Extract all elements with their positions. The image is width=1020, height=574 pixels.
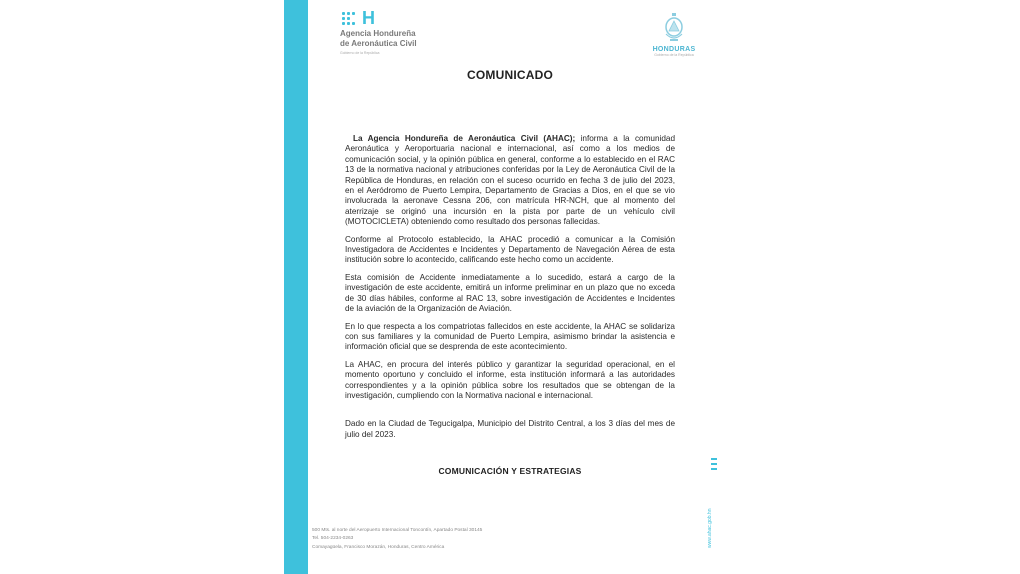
organization-name: La Agencia Hondureña de Aeronáutica Civil (AHAC); [353, 134, 576, 143]
closing-paragraph: Dado en la Ciudad de Tegucigalpa, Municipio del Distrito Central, a los 3 días del mes de julio del 2023. [345, 419, 675, 439]
signature: COMUNICACIÓN Y ESTRATEGIAS [438, 466, 582, 476]
ahac-logo-subtitle: Gobierno de la República [340, 51, 380, 55]
document-body [345, 134, 675, 447]
ahac-logo [340, 8, 450, 58]
side-decoration-icon [711, 458, 717, 474]
document-page [284, 0, 736, 574]
paragraph-1-text: informa a la comunidad Aeronáutica y Aeroportuaria nacional e internacional, así como a los medios de comunicación social, y la opinión pública en general, conforme a lo establecido en el RAC 13 de la normativa nacional y atribuciones conferidas por la Ley de Aeronáutica Civil de la República de Honduras, en relación con el suceso ocurrido en fecha 3 de julio del 2023, en el Aeródromo de Puerto Lempira, Departamento de Gracias a Dios, en el que se vio involucrada la aeronave Cessna 206, con matrícula HR-NCH, que al momento del aterrizaje se originó una incursión en la pista por parte de un vehículo civil (MOTOCICLETA) obteniendo como resultado dos personas fallecidas. [345, 134, 675, 227]
paragraph-3: Esta comisión de Accidente inmediatamente a lo sucedido, estará a cargo de la investigación de este accidente, emitirá un informe preliminar en un plazo que no exceda de 30 días hábiles, conforme al RAC 13, sobre investigación de Accidentes e Incidentes de la aviación de la Organización de Aviación. [345, 272, 675, 314]
footer-line-1: 500 Mts. al norte del Aeropuerto Internacional Toncontín, Apartado Postal 30145 [312, 528, 483, 533]
paragraph-1 [345, 134, 675, 228]
footer-address [312, 527, 552, 552]
ahac-logo-line1: Agencia Hondureña [340, 29, 416, 38]
paragraph-2: Conforme al Protocolo establecido, la AHAC procedió a comunicar a la Comisión Investigadora de Accidentes e Incidentes y Departamento de Navegación Aérea de esta institución sobre lo acontecido, calificando este hecho como un accidente. [345, 234, 675, 265]
website-link[interactable]: www.ahac.gob.hn [707, 508, 713, 548]
footer-line-2: Tel. 504-2234-0263 [312, 536, 354, 542]
document-title: COMUNICADO [467, 68, 553, 82]
left-accent-strip [284, 0, 308, 574]
paragraph-4: En lo que respecta a los compatriotas fallecidos en este accidente, la AHAC se solidariza con sus familiares y la comunidad de Puerto Lempira, asimismo brindar la asistencia e información oficial que se desprenda de este acontecimiento. [345, 321, 675, 352]
honduras-logo-name: HONDURAS [652, 46, 696, 53]
ahac-logo-name [340, 29, 417, 49]
honduras-logo-tagline: Gobierno de la República [654, 53, 694, 57]
ahac-logo-line2: de Aeronáutica Civil [340, 39, 417, 48]
footer-line-3: Comayagüela, Francisco Morazán, Honduras, Centro América [312, 544, 445, 550]
paragraph-5: La AHAC, en procura del interés público y garantizar la seguridad operacional, en el momento oportuno y concluido el informe, esta institución informará a las autoridades correspondientes y a la opinión pública sobre los resultados que se obtengan de la investigación, cumpliendo con la Normativa nacional e internacional. [345, 359, 675, 400]
honduras-seal-icon [663, 12, 685, 44]
honduras-logo [648, 12, 700, 62]
ahac-logo-mark-icon: H [342, 12, 372, 28]
